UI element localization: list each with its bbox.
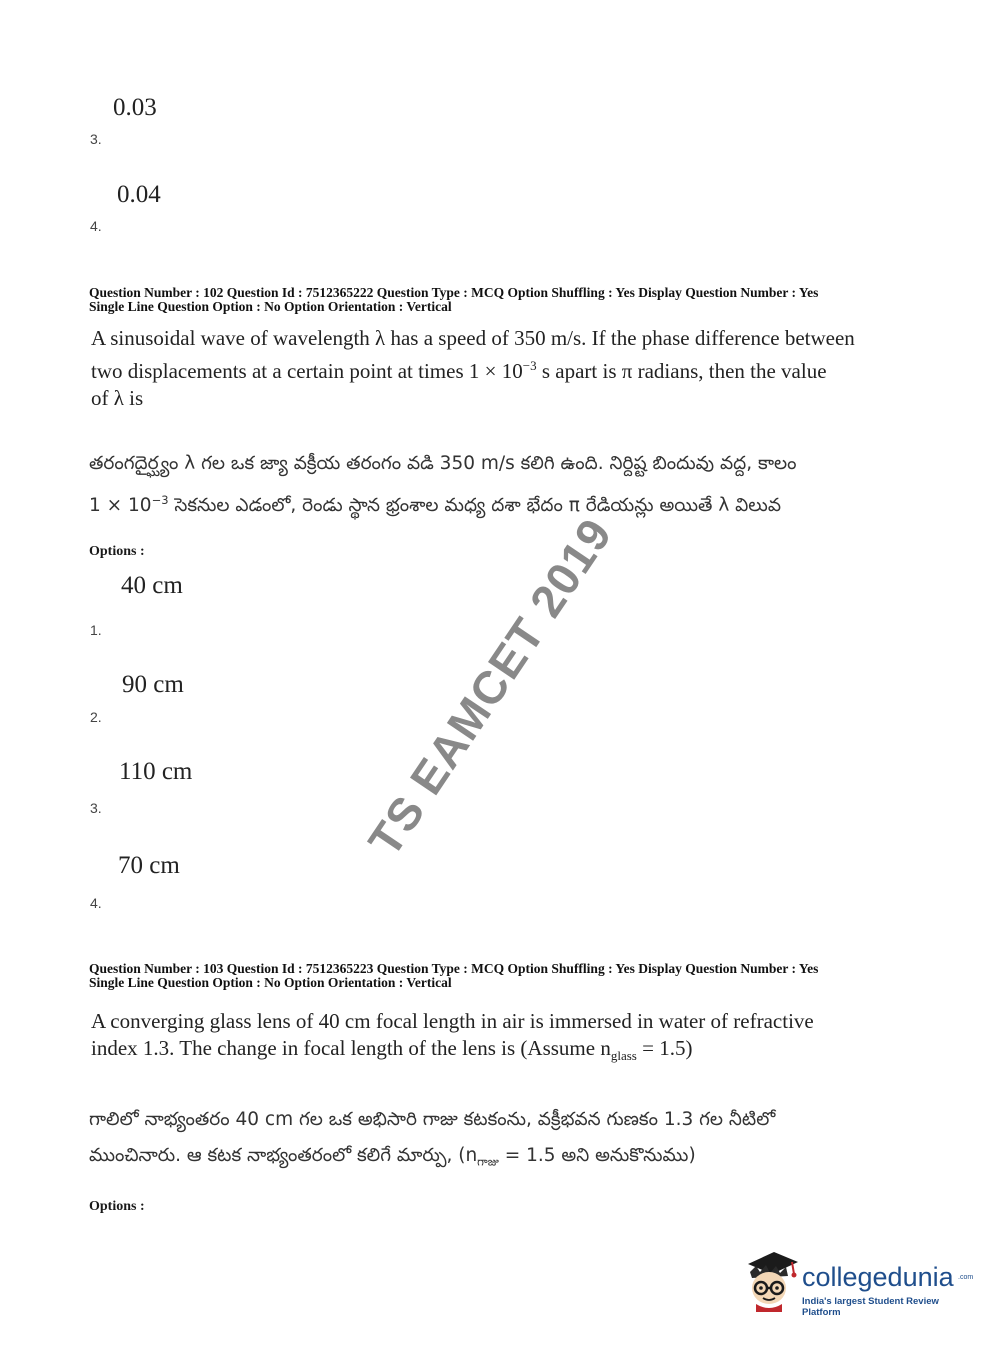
option-number: 4. [90, 895, 102, 911]
option-value: 70 cm [118, 852, 180, 879]
option-value: 110 cm [119, 758, 193, 785]
question-line: తరంగదైర్ఘ్యం λ గల ఒక జ్యా వక్రీయ తరంగం వడి 350 m/s కలిగి ఉంది. నిర్దిష్ట బిందువు వద్ద, కాలం [89, 453, 797, 474]
option-value: 0.04 [117, 181, 161, 208]
question-text-english-102 [91, 325, 921, 412]
question-line: A converging glass lens of 40 cm focal length in air is immersed in water of refractive [91, 1009, 814, 1033]
question-line: index 1.3. The change in focal length of the lens is (Assume $n_{glass} = 1.5$) [91, 1036, 693, 1064]
options-label: Options : [89, 1199, 145, 1214]
question-meta-line: Single Line Question Option : No Option Orientation : Vertical [89, 975, 452, 990]
option-value: 40 cm [121, 572, 183, 599]
question-meta-line: Question Number : 102 Question Id : 7512365222 Question Type : MCQ Option Shuffling : Yes Display Question Number : Yes [89, 285, 819, 300]
question-line: గాలిలో నాభ్యంతరం 40 cm గల ఒక అభిసారి గాజు కటకంను, వక్రీభవన గుణకం 1.3 గల నీటిలో [89, 1109, 776, 1130]
question-meta-103 [89, 962, 909, 990]
question-line: A sinusoidal wave of wavelength λ has a speed of 350 m/s. If the phase difference between [91, 326, 855, 350]
mascot-icon [742, 1248, 800, 1312]
option-value: 0.03 [113, 94, 157, 121]
question-line: of λ is [91, 386, 144, 410]
question-meta-line: Single Line Question Option : No Option Orientation : Vertical [89, 299, 452, 314]
question-line: two displacements at a certain point at times $1 \times 10^{-3}$ s apart is π radians, then the value [91, 358, 827, 383]
option-number: 3. [90, 800, 102, 816]
question-line: ముంచినారు. ఆ కటక నాభ్యంతరంలో కలిగే మార్పు, ($n_{గాజు} = 1.5$ అని అనుకొనుము) [89, 1145, 696, 1169]
question-meta-102 [89, 286, 909, 314]
collegedunia-logo[interactable] [742, 1248, 972, 1318]
question-text-english-103 [91, 1008, 921, 1069]
option-number: 2. [90, 709, 102, 725]
logo-tagline: India's largest Student Review Platform [802, 1296, 939, 1318]
option-number: 1. [90, 622, 102, 638]
options-label: Options : [89, 544, 145, 559]
question-meta-line: Question Number : 103 Question Id : 7512365223 Question Type : MCQ Option Shuffling : Yes Display Question Number : Yes [89, 961, 819, 976]
watermark: TS EAMCET 2019 [358, 508, 622, 866]
question-line: $1 \times 10^{-3}$ సెకనుల ఎడంలో, రెండు స్థాన భ్రంశాల మధ్య దశా భేదం π రేడియన్లు అయితే λ విలువ [89, 493, 781, 517]
logo-domain: .com [958, 1274, 974, 1281]
option-number: 4. [90, 218, 102, 234]
logo-wordmark: collegedunia [802, 1262, 954, 1292]
option-number: 3. [90, 131, 102, 147]
question-text-telugu-103 [89, 1102, 919, 1180]
option-value: 90 cm [122, 671, 184, 698]
question-text-telugu-102 [89, 446, 919, 524]
